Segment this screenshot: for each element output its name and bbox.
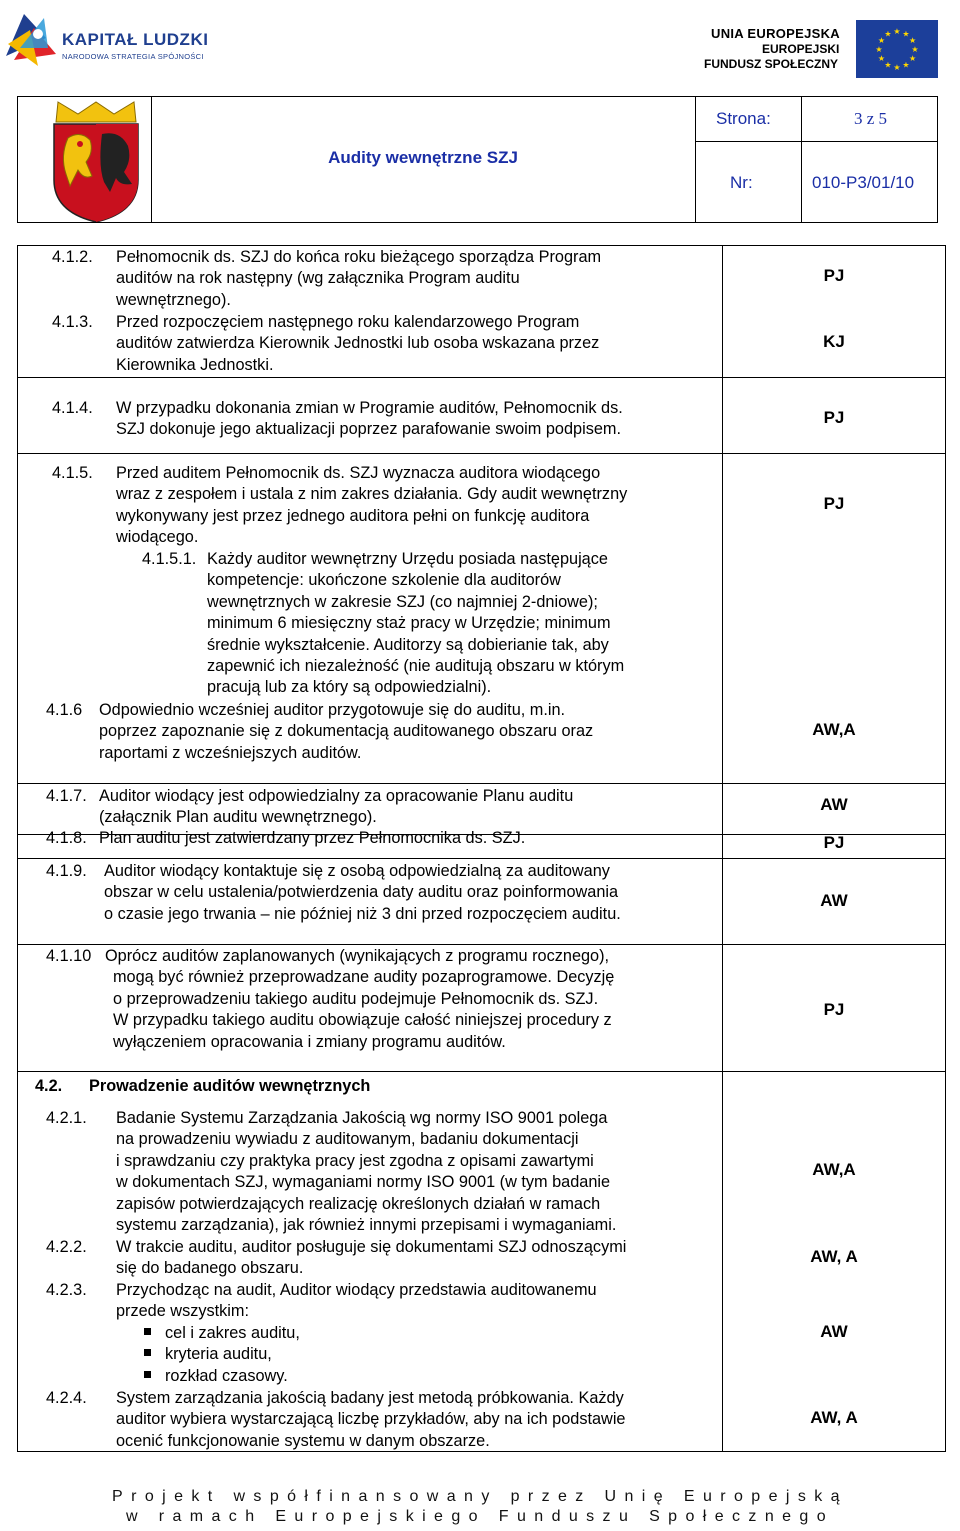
section-title: Prowadzenie auditów wewnętrznych bbox=[89, 1077, 371, 1095]
footer-line-1: Projekt współfinansowany przez Unię Europejską bbox=[112, 1488, 848, 1505]
eu-star-icon: ★ bbox=[893, 63, 901, 72]
item-text: Odpowiednio wcześniej auditor przygotowuje się do auditu, m.in. poprzez zapoznanie się z dokumentacją auditowanego obszaru oraz raportami z wcześniejszych auditów. bbox=[99, 701, 594, 762]
item-number: 4.1.10 bbox=[46, 947, 92, 965]
eu-star-icon: ★ bbox=[875, 45, 883, 54]
item-number: 4.1.8. bbox=[46, 829, 87, 847]
item-text: W trakcie auditu, auditor posługuje się dokumentami SZJ odnoszącymi się do badanego obszaru. bbox=[116, 1238, 627, 1278]
item-text: Auditor wiodący jest odpowiedzialny za opracowanie Planu auditu (załącznik Plan auditu wewnętrznego). bbox=[99, 787, 574, 827]
item-text: System zarządzania jakością badany jest metodą próbkowania. Każdy auditor wybiera wystarczającą liczbę przykładów, aby na ich podstawie ocenić funkcjonowanie systemu w danym obszarze. bbox=[116, 1389, 626, 1450]
item-number: 4.1.5. bbox=[52, 464, 93, 482]
eu-star-icon: ★ bbox=[884, 29, 892, 39]
square-bullet-icon bbox=[144, 1371, 151, 1378]
eu-star-icon: ★ bbox=[877, 54, 885, 63]
responsible-badge: PJ bbox=[823, 408, 845, 427]
item-number: 4.2.1. bbox=[46, 1109, 87, 1127]
square-bullet-icon bbox=[144, 1349, 151, 1356]
footer-line-2: w ramach Europejskiego Funduszu Społecznego bbox=[125, 1508, 835, 1525]
item-text: Auditor wiodący kontaktuje się z osobą odpowiedzialną za auditowany obszar w celu ustalenia/potwierdzenia daty auditu oraz poinformowania o czasie jego trwania – nie później niż 3 dni przed rozpoczęciem auditu. bbox=[104, 862, 621, 923]
item-number: 4.2.3. bbox=[46, 1281, 87, 1299]
responsible-badge: AW,A bbox=[812, 1160, 856, 1179]
responsible-badge: AW bbox=[820, 1322, 848, 1341]
page-number: 3 z 5 bbox=[854, 109, 888, 128]
item-number: 4.1.2. bbox=[52, 248, 93, 266]
responsible-badge: KJ bbox=[823, 332, 845, 351]
section-number: 4.2. bbox=[35, 1077, 63, 1095]
city-coat-of-arms-icon bbox=[40, 100, 152, 222]
item-text: Każdy auditor wewnętrzny Urzędu posiada następujące kompetencje: ukończone szkolenie dla auditorów wewnętrznych w zakresie SZJ (co najmniej 2-dniowe); minimum 6 miesięczny staż pracy w Urzędzie; minimum średnie wykształcenie. Auditorzy są dobierianie tak, aby zapewnić ich niezależność (nie auditują obszaru w którym pracują lub za który są odpowiedzialni). bbox=[207, 550, 625, 697]
eu-flag-icon bbox=[856, 20, 938, 78]
responsible-badge: PJ bbox=[823, 494, 845, 513]
item-number: 4.1.9. bbox=[46, 862, 87, 880]
item-number: 4.1.3. bbox=[52, 313, 93, 331]
document-title: Audity wewnętrzne SZJ bbox=[328, 148, 518, 167]
responsible-badge: AW bbox=[820, 891, 848, 910]
item-text: Plan auditu jest zatwierdzany przez Pełnomocnika ds. SZJ. bbox=[99, 829, 526, 847]
item-text: Przychodząc na audit, Auditor wiodący przedstawia auditowanemu przede wszystkim: cel i zakres auditu, kryteria auditu, rozkład czasowy. bbox=[116, 1280, 597, 1387]
item-number: 4.1.4. bbox=[52, 399, 93, 417]
item-number: 4.1.7. bbox=[46, 787, 87, 805]
kapital-ludzki-logo bbox=[4, 8, 234, 72]
item-text: W przypadku dokonania zmian w Programie auditów, Pełnomocnik ds. SZJ dokonuje jego aktualizacji poprzez parafowanie swoim podpisem. bbox=[116, 399, 623, 439]
item-text: Oprócz auditów zaplanowanych (wynikających z programu rocznego), mogą być również przeprowadzane audity pozaprogramowe. Decyzję o przeprowadzeniu takiego auditu podejmuje Pełnomocnik ds. SZJ. W przypadku takiego auditu obowiązuje całość niniejszej procedury z wyłączeniem opracowania i zmiany programu auditów. bbox=[105, 947, 615, 1051]
eu-line2: EUROPEJSKI bbox=[762, 42, 840, 56]
item-number: 4.2.2. bbox=[46, 1238, 87, 1256]
square-bullet-icon bbox=[144, 1328, 151, 1335]
eu-line1: UNIA EUROPEJSKA bbox=[711, 26, 840, 41]
eu-logo bbox=[684, 2, 956, 98]
item-number: 4.2.4. bbox=[46, 1389, 87, 1407]
eu-star-icon: ★ bbox=[909, 54, 917, 63]
item-text: Badanie Systemu Zarządzania Jakością wg normy ISO 9001 polega na prowadzeniu wywiadu z auditowanym, badaniu dokumentacji i sprawdzaniu czy praktyka pracy jest zgodna z opisami zawartymi w dokumentach SZJ, wymaganiami normy ISO 9001 (w tym badanie zapisów potwierdzających realizację określonych działań w ramach systemu zarządzania), jak również innymi przepisami i wymaganiami. bbox=[116, 1109, 617, 1235]
responsible-badge: AW,A bbox=[812, 720, 856, 739]
responsible-badge: PJ bbox=[823, 266, 845, 285]
bullet-item: cel i zakres auditu, bbox=[116, 1323, 597, 1344]
eu-star-icon: ★ bbox=[902, 60, 910, 70]
bullet-item: rozkład czasowy. bbox=[116, 1366, 597, 1387]
responsible-badge: PJ bbox=[823, 833, 845, 852]
eu-line3: FUNDUSZ SPOŁECZNY bbox=[704, 57, 839, 71]
responsible-badge: AW, A bbox=[810, 1408, 858, 1427]
eu-star-icon: ★ bbox=[893, 27, 901, 36]
item-text: Przed rozpoczęciem następnego roku kalendarzowego Program auditów zatwierdza Kierownik Jednostki lub osoba wskazana przez Kierownika Jednostki. bbox=[116, 313, 600, 374]
item-number: 4.1.5.1. bbox=[142, 550, 197, 568]
page-label: Strona: bbox=[716, 109, 771, 128]
kapital-ludzki-title: KAPITAŁ LUDZKI bbox=[62, 30, 209, 49]
responsible-badge: AW, A bbox=[810, 1247, 858, 1266]
eu-star-icon: ★ bbox=[909, 36, 917, 45]
bullet-item: kryteria auditu, bbox=[116, 1344, 597, 1365]
item-text: Pełnomocnik ds. SZJ do końca roku bieżącego sporządza Program auditów na rok następny (wg załącznika Program auditu wewnętrznego). bbox=[116, 248, 602, 309]
kapital-ludzki-subtitle: NARODOWA STRATEGIA SPÓJNOŚCI bbox=[62, 52, 204, 61]
eu-star-icon: ★ bbox=[911, 45, 919, 54]
eu-star-icon: ★ bbox=[884, 60, 892, 70]
eu-star-icon: ★ bbox=[877, 36, 885, 45]
item-number: 4.1.6 bbox=[46, 701, 83, 719]
eu-star-icon: ★ bbox=[902, 29, 910, 39]
document-header bbox=[17, 96, 938, 223]
item-text: Przed auditem Pełnomocnik ds. SZJ wyznacza auditora wiodącego wraz z zespołem i ustala z nim zakres działania. Gdy audit wewnętrzny wykonywany jest przez jednego auditora pełni on funkcję auditora wiodącego. bbox=[116, 464, 628, 547]
document-number-label: Nr: bbox=[730, 173, 753, 192]
responsible-badge: AW bbox=[820, 795, 848, 814]
document-number: 010-P3/01/10 bbox=[812, 173, 915, 192]
responsible-badge: PJ bbox=[823, 1000, 845, 1019]
